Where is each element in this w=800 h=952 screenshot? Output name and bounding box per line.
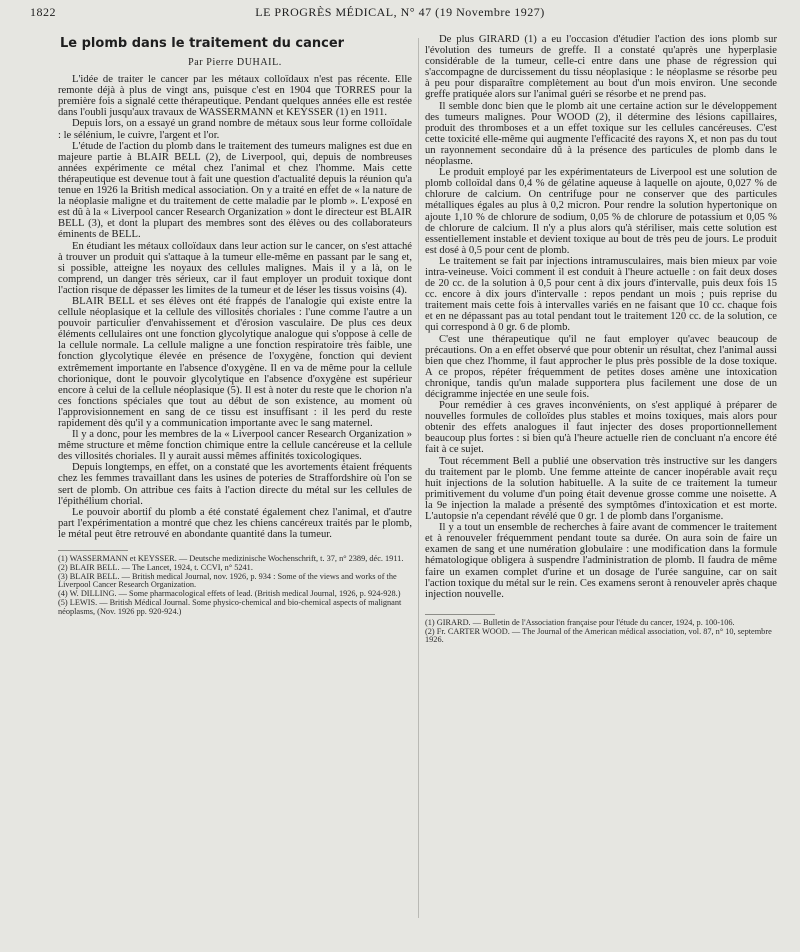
paragraph: C'est une thérapeutique qu'il ne faut employer qu'avec beaucoup de précautions. On a en effet observé que pour obtenir un résultat, chez l'animal aussi bien que chez l'homme, il faut approcher le plus près possible de la dose toxique. A ce propos, répéter fréquemment de petites doses amène une intoxication chronique, tandis qu'un malade supportera plus facilement une dose de un décigramme injectée en une seule fois. bbox=[425, 333, 777, 400]
paragraph: En étudiant les métaux colloïdaux dans leur action sur le cancer, on s'est attaché à trouver un produit qui s'attaque à la tumeur elle-même en passant par le sang et, si possible, atteigne les noyaux des cellules malignes. Mais il y a là, on le comprend, un danger très sérieux, car il faut employer un produit toxique dont l'action risque de dépasser les limites de la tumeur et de léser les tissus voisins (4). bbox=[58, 240, 412, 296]
footnote-rule bbox=[58, 550, 128, 551]
paragraph: Depuis lors, on a essayé un grand nombre de métaux sous leur forme colloïdale : le sélénium, le cuivre, l'argent et l'or. bbox=[58, 118, 412, 141]
paragraph: Tout récemment Bell a publié une observation très instructive sur les dangers du traitement par le plomb. Une femme atteinte de cancer inopérable avait reçu huit injections de la solution habituelle. A la suite de ce traitement la tumeur primitivement du volume d'un poing était devenue grosse comme une noisette. A la 9e injection la malade a présenté des symptômes d'intoxication et est morte. L'autopsie n'a cependant révélé que 0 gr. 1 de plomb dans l'organisme. bbox=[425, 455, 777, 523]
paragraph: L'étude de l'action du plomb dans le traitement des tumeurs malignes est due en majeure partie à BLAIR BELL (2), de Liverpool, qui, depuis de nombreuses années expérimente ce métal chez l'animal et chez l'homme. Mais cette thérapeutique est devenue tout à fait une question d'actualité depuis la réunion qu'a tenue en 1926 la British medical association. On y a traité en effet de « la nature de la néoplasie maligne et du traitement de cette maladie par le plomb ». L'exposé en est dû à la « Liverpool cancer Research Organization » dont le directeur est BLAIR BELL (3), et dont la plupart des membres sont des élèves ou des collaborateurs éminents de BELL. bbox=[58, 140, 412, 241]
footnote: (1) GIRARD. — Bulletin de l'Association française pour l'étude du cancer, 1924, p. 100-106. bbox=[425, 617, 735, 627]
paragraph: Le produit employé par les expérimentateurs de Liverpool est une solution de plomb colloïdal dans 0,4 % de gélatine aqueuse à laquelle on ajoute, 0,027 % de chlorure de calcium. On centrifuge pour ne conserver que des particules métalliques égales au plus à 0,2 micron. Pour rendre la solution hypertonique on ajoute 1,10 % de chlorure de sodium, 0,05 % de chlorure de potassium et 0,05 % de chlorure de calcium. Il n'y a plus alors qu'à stériliser, mais cette solution est essentiellement instable et devient toxique au bout de très peu de jours. Le produit est dosé à 0,5 pour cent de plomb. bbox=[425, 167, 777, 256]
column-divider bbox=[418, 38, 419, 918]
footnote: (3) BLAIR BELL. — British medical Journal, nov. 1926, p. 934 : Some of the views and works of the Liverpool Cancer Research Organization. bbox=[58, 571, 397, 590]
paragraph: Pour remédier à ces graves inconvénients, on s'est appliqué à préparer de nouvelles formules de colloïdes plus stables et moins toxiques, mais alors pour obtenir des effets analogues il faut injecter des doses proportionnellement beaucoup plus fortes : si bien qu'à l'heure actuelle rien de concluant n'a encore été fait à ce sujet. bbox=[425, 400, 777, 456]
right-column bbox=[425, 34, 777, 645]
footnote: (5) LEWIS. — British Médical Journal. Some physico-chemical and bio-chemical aspects of malignant néoplasms, (Nov. 1926 pp. 920-924.) bbox=[58, 598, 402, 616]
footnote: (1) WASSERMANN et KEYSSER. — Deutsche medizinische Wochenschrift, t. 37, n° 2389, déc. 1911. bbox=[58, 554, 404, 564]
footnote: (2) BLAIR BELL. — The Lancet, 1924, t. CCVI, n° 5241. bbox=[58, 562, 253, 572]
footnote: (4) W. DILLING. — Some pharmacological effets of lead. (British medical Journal, 1926, p. 924-928.) bbox=[58, 589, 401, 599]
article-title: Le plomb dans le traitement du cancer bbox=[60, 36, 345, 51]
footnote-rule bbox=[425, 614, 495, 615]
paragraph: Il semble donc bien que le plomb ait une certaine action sur le développement des tumeurs malignes. Pour WOOD (2), il détermine des lésions capillaires, produit des thromboses et a un effet toxique sur les cellules cancéreuses. C'est cette toxicité elle-même qui augmente l'efficacité des rayons X, et non pas du tout un rayonnement secondaire dû à la présence des particules de plomb dans le néoplasme. bbox=[425, 100, 777, 168]
paragraph: Le traitement se fait par injections intramusculaires, mais bien mieux par voie intra-veineuse. Voici comment il est conduit à l'heure actuelle : on fait deux doses de 20 cc. de la solution à 0,5 pour cent à dix jours d'intervalle, puis deux fois 15 cc. encore à dix jours d'intervalle : repos pendant un mois ; puis reprise du traitement mais cette fois à intervalles variés en ne faisant que 10 cc. chaque fois et en ne dépassant pas au total pendant tout le traitement 120 cc. de la solution, ce qui correspond à 0 gr. 6 de plomb. bbox=[425, 255, 777, 334]
journal-title: LE PROGRÈS MÉDICAL, N° 47 (19 Novembre 1927) bbox=[255, 5, 545, 19]
paragraph: Il y a tout un ensemble de recherches à faire avant de commencer le traitement et à renouveler fréquemment pendant toute sa durée. On aura soin de faire un examen de sang et une numération globulaire : une modification dans la formule hématologique obligera à suspendre l'administration de plomb. Il faudra de même faire un examen complet d'urine et un dosage de l'urée sanguine, car on sait l'action toxique du métal sur le rein. Ces examens seront à renouveler après chaque injection nouvelle. bbox=[425, 522, 777, 600]
paragraph: L'idée de traiter le cancer par les métaux colloïdaux n'est pas récente. Elle remonte déjà à plus de vingt ans, puisque c'est en 1904 que TORRES pour la première fois a signalé cette thérapeutique. Pendant quelques années elle est restée dans l'oubli jusqu'aux travaux de WASSERMANN et KEYSSER (1) en 1911. bbox=[58, 74, 412, 119]
paragraph: BLAIR BELL et ses élèves ont été frappés de l'analogie qui existe entre la cellule néoplasique et la cellule des villosités choriales : l'une comme l'autre a un pouvoir particulier d'envahissement et d'érosion vasculaire. De plus ces deux éléments cellulaires ont une fonction glycolytique analogue qui s'oppose à celle de la cellule normale. La cellule maligne a une fonction respiratoire très faible, une fonction glycolytique élevée en présence de l'oxygène, fonction qui devient extrêmement importante en l'absence d'oxygène. Il en va de même pour la cellule chorionique, dont le pouvoir glycolytique en l'absence d'oxygène est supérieur encore à celui de la cellule néoplasique (5). Il est à noter du reste que le chorion n'a ces fonctions spéciales que tout au début de son existence, au moment où l'approvisionnement en sang de ce tissu est insuffisant : il les perd du reste rapidement dès qu'il y a communication importante avec le sang maternel. bbox=[58, 295, 412, 429]
page-number: 1822 bbox=[30, 5, 56, 19]
left-column bbox=[58, 34, 412, 617]
running-header bbox=[30, 5, 770, 23]
footnote: (2) Fr. CARTER WOOD. — The Journal of the American médical association, vol. 87, n° 10, septembre 1926. bbox=[425, 626, 772, 645]
paragraph: Le pouvoir abortif du plomb a été constaté également chez l'animal, et d'autre part l'expérimentation a montré que chez les chiens cancéreux traités par le plomb, le métal peut être retrouvé en abondante quantité dans la tumeur. bbox=[58, 506, 412, 540]
paragraph: De plus GIRARD (1) a eu l'occasion d'étudier l'action des ions plomb sur l'évolution des tumeurs de greffe. Il a constaté qu'après une hyperplasie considérable de la tumeur, celle-ci entre dans une phase de régression qui s'accompagne de durcissement du tissu néoplasique : le néoplasme se résorbe peu à peu pour disparaître complètement au bout d'un mois environ. Une seconde greffe pratiquée alors sur l'animal guéri se résorbe et ne prend pas. bbox=[425, 34, 777, 101]
paragraph: Depuis longtemps, en effet, on a constaté que les avortements étaient fréquents chez les femmes travaillant dans les usines de poteries de Straffordshire où l'on se sert de plomb. On attribue ces faits à l'action directe du métal sur les cellules de l'épithélium chorial. bbox=[58, 462, 412, 507]
paragraph: Il y a donc, pour les membres de la « Liverpool cancer Research Organization » même structure et même fonction chimique entre la cellule cancéreuse et la cellule des villosités choriales. Il y aurait aussi mêmes affinités toxicologiques. bbox=[58, 429, 412, 463]
article-author: Par Pierre DUHAIL. bbox=[188, 57, 282, 68]
